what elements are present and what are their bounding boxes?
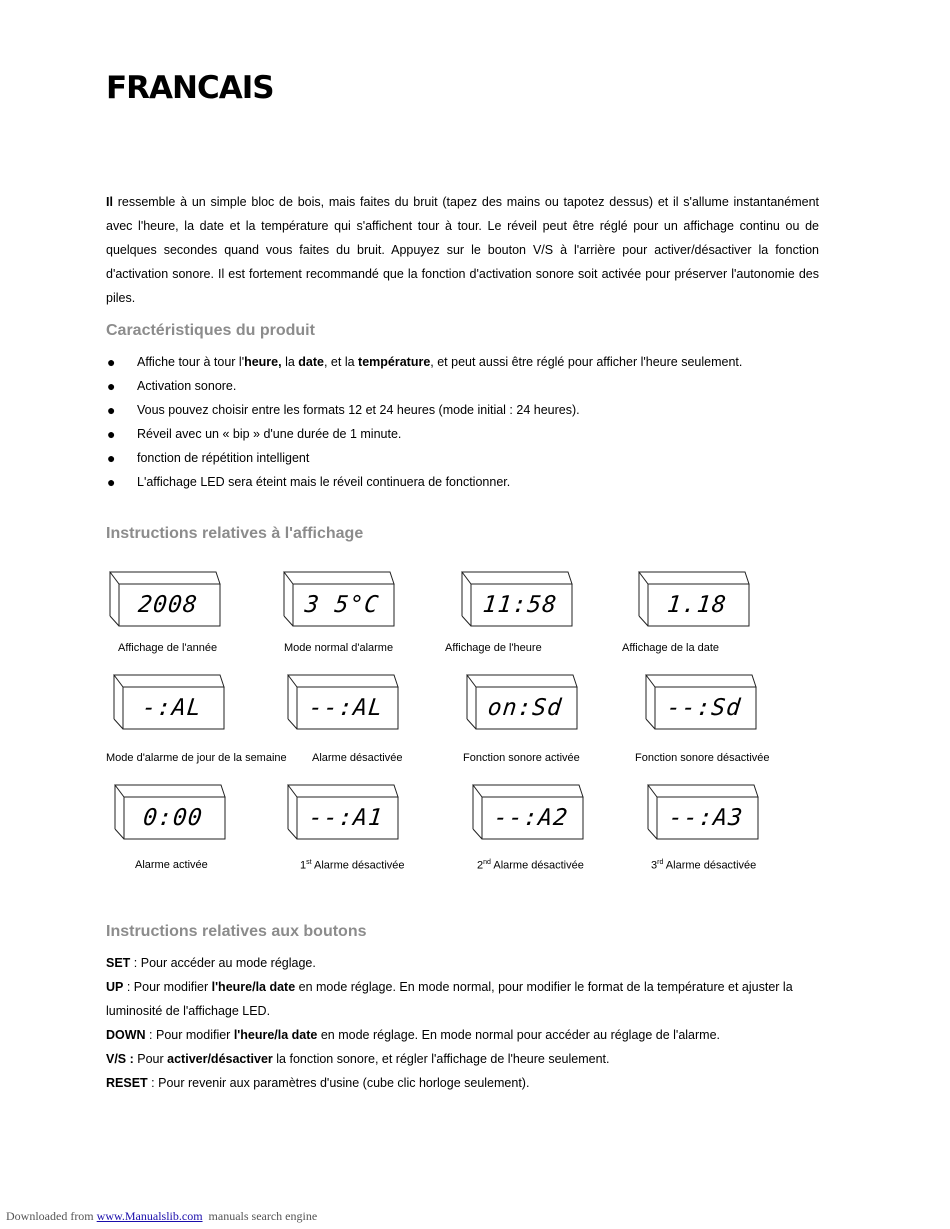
instruction-bold: l'heure/la date xyxy=(233,1028,318,1042)
lcd-screen-text: --:A1 xyxy=(307,805,385,831)
list-item xyxy=(106,398,742,422)
buttons-heading: Instructions relatives aux boutons xyxy=(106,923,367,940)
feature-text: Vous pouvez choisir entre les formats 12 et 24 heures (mode initial : 24 heures). xyxy=(137,403,580,417)
display-caption: Fonction sonore activée xyxy=(463,752,580,764)
lcd-screen-text: 0:00 xyxy=(141,805,205,831)
list-item xyxy=(106,446,742,470)
bullet-icon: ● xyxy=(107,450,116,466)
instruction-text: en mode réglage. En mode normal, pour modifier le format de la température et ajuster la luminosité de l'affichage LED. xyxy=(106,980,793,1018)
lcd-clock-illustration xyxy=(472,784,584,840)
button-key: V/S : xyxy=(106,1052,134,1066)
display-caption: Affichage de la date xyxy=(622,642,720,654)
lcd-screen-text: 11:58 xyxy=(481,592,559,618)
features-heading: Caractéristiques du produit xyxy=(106,322,315,339)
lcd-screen-text: 2008 xyxy=(136,592,200,618)
lcd-clock-illustration xyxy=(283,571,395,627)
lcd-screen-text: 1.18 xyxy=(665,592,729,618)
feature-text: la xyxy=(281,355,299,369)
manualslib-link[interactable]: www.Manualslib.com xyxy=(96,1209,203,1223)
display-caption xyxy=(300,859,405,872)
display-heading: Instructions relatives à l'affichage xyxy=(106,525,364,542)
feature-text: Réveil avec un « bip » d'une durée de 1 minute. xyxy=(137,427,402,441)
button-instruction-reset xyxy=(106,1071,851,1095)
feature-text: , et la xyxy=(323,355,359,369)
lcd-screen-text: --:A3 xyxy=(667,805,745,831)
bullet-icon: ● xyxy=(107,426,116,442)
bullet-icon: ● xyxy=(107,402,116,418)
instruction-text: la fonction sonore, et régler l'affichage de l'heure seulement. xyxy=(272,1052,610,1066)
display-caption: Alarme activée xyxy=(135,859,208,871)
display-caption xyxy=(477,859,584,872)
feature-text: Activation sonore. xyxy=(137,379,237,393)
feature-bold: température xyxy=(358,355,431,369)
lcd-clock-illustration xyxy=(461,571,573,627)
bullet-icon: ● xyxy=(107,378,116,394)
caption-text: Alarme désactivée xyxy=(490,859,584,872)
instruction-text: en mode réglage. En mode normal pour accéder au réglage de l'alarme. xyxy=(317,1028,720,1042)
bullet-icon: ● xyxy=(107,474,116,490)
caption-text: Alarme désactivée xyxy=(311,859,405,872)
display-caption: Fonction sonore désactivée xyxy=(635,752,770,764)
footer-suffix: manuals search engine xyxy=(202,1209,318,1223)
button-instruction-up xyxy=(106,975,851,1023)
caption-text: Alarme désactivée xyxy=(663,859,757,872)
instruction-text: Pour xyxy=(133,1052,168,1066)
bullet-icon: ● xyxy=(107,354,116,370)
lcd-screen-text: 3 5°C xyxy=(303,592,381,618)
feature-text: Affiche tour à tour l' xyxy=(137,355,245,369)
caption-ordinal: st xyxy=(306,859,312,866)
instruction-text: : Pour accéder au mode réglage. xyxy=(130,956,316,970)
button-key: DOWN xyxy=(106,1028,146,1042)
features-list xyxy=(106,350,742,494)
lcd-clock-illustration xyxy=(287,784,399,840)
lcd-clock-illustration xyxy=(466,674,578,730)
instruction-text: : Pour modifier xyxy=(123,980,212,994)
button-key: RESET xyxy=(106,1076,148,1090)
feature-bold: heure, xyxy=(244,355,282,369)
feature-text: , et peut aussi être réglé pour afficher l'heure seulement. xyxy=(430,355,743,369)
lcd-clock-illustration xyxy=(287,674,399,730)
instruction-text: : Pour revenir aux paramètres d'usine (cube clic horloge seulement). xyxy=(147,1076,530,1090)
lcd-screen-text: --:A2 xyxy=(492,805,570,831)
lcd-screen-text: -:AL xyxy=(140,695,204,721)
display-caption: Mode normal d'alarme xyxy=(284,642,394,654)
list-item xyxy=(106,350,742,374)
lcd-clock-illustration xyxy=(113,674,225,730)
instruction-bold: activer/désactiver xyxy=(167,1052,273,1066)
list-item xyxy=(106,374,742,398)
display-caption: Mode d'alarme de jour de la semaine xyxy=(106,752,287,764)
feature-bold: date xyxy=(298,355,324,369)
lcd-clock-illustration xyxy=(109,571,221,627)
caption-ordinal: rd xyxy=(657,859,664,866)
lcd-clock-illustration xyxy=(638,571,750,627)
button-instruction-vs xyxy=(106,1047,851,1071)
buttons-instructions xyxy=(106,951,851,1095)
lcd-screen-text: on:Sd xyxy=(486,695,564,721)
lcd-screen-text: --:Sd xyxy=(665,695,743,721)
instruction-text: : Pour modifier xyxy=(145,1028,234,1042)
display-caption: Alarme désactivée xyxy=(312,752,403,764)
lcd-clock-illustration xyxy=(645,674,757,730)
lcd-screen-text: --:AL xyxy=(307,695,385,721)
button-key: SET xyxy=(106,956,131,970)
feature-text: fonction de répétition intelligent xyxy=(137,451,310,465)
caption-number: 1 xyxy=(300,859,307,872)
button-instruction-set xyxy=(106,951,851,975)
display-caption: Affichage de l'heure xyxy=(445,642,542,654)
page-title: FRANCAIS xyxy=(106,70,274,106)
intro-paragraph xyxy=(106,190,819,310)
footer-prefix: Downloaded from xyxy=(6,1209,97,1223)
button-instruction-down xyxy=(106,1023,851,1047)
button-key: UP xyxy=(106,980,124,994)
caption-number: 3 xyxy=(651,859,658,872)
download-footer xyxy=(6,1209,317,1224)
intro-text: ressemble à un simple bloc de bois, mais faites du bruit (tapez des mains ou tapotez dessus) et il s'allume instantanément avec l'heure, la date et la température qui s'affichent tour à tour. Le réveil peut être réglé pour un affichage continu ou de quelques secondes quand vous faites du bruit. Appuyez sur le bouton V/S à l'arrière pour activer/désactiver la fonction d'activation sonore. Il est fortement recommandé que la fonction d'activation sonore soit activée pour préserver l'autonomie des piles. xyxy=(106,195,819,305)
display-caption xyxy=(651,859,756,872)
lcd-clock-illustration xyxy=(114,784,226,840)
caption-number: 2 xyxy=(477,859,484,872)
display-caption: Affichage de l'année xyxy=(118,642,218,654)
intro-lead: Il xyxy=(106,195,113,209)
list-item xyxy=(106,470,742,494)
caption-ordinal: nd xyxy=(483,859,491,866)
lcd-clock-illustration xyxy=(647,784,759,840)
feature-text: L'affichage LED sera éteint mais le réveil continuera de fonctionner. xyxy=(137,475,511,489)
instruction-bold: l'heure/la date xyxy=(211,980,296,994)
list-item xyxy=(106,422,742,446)
